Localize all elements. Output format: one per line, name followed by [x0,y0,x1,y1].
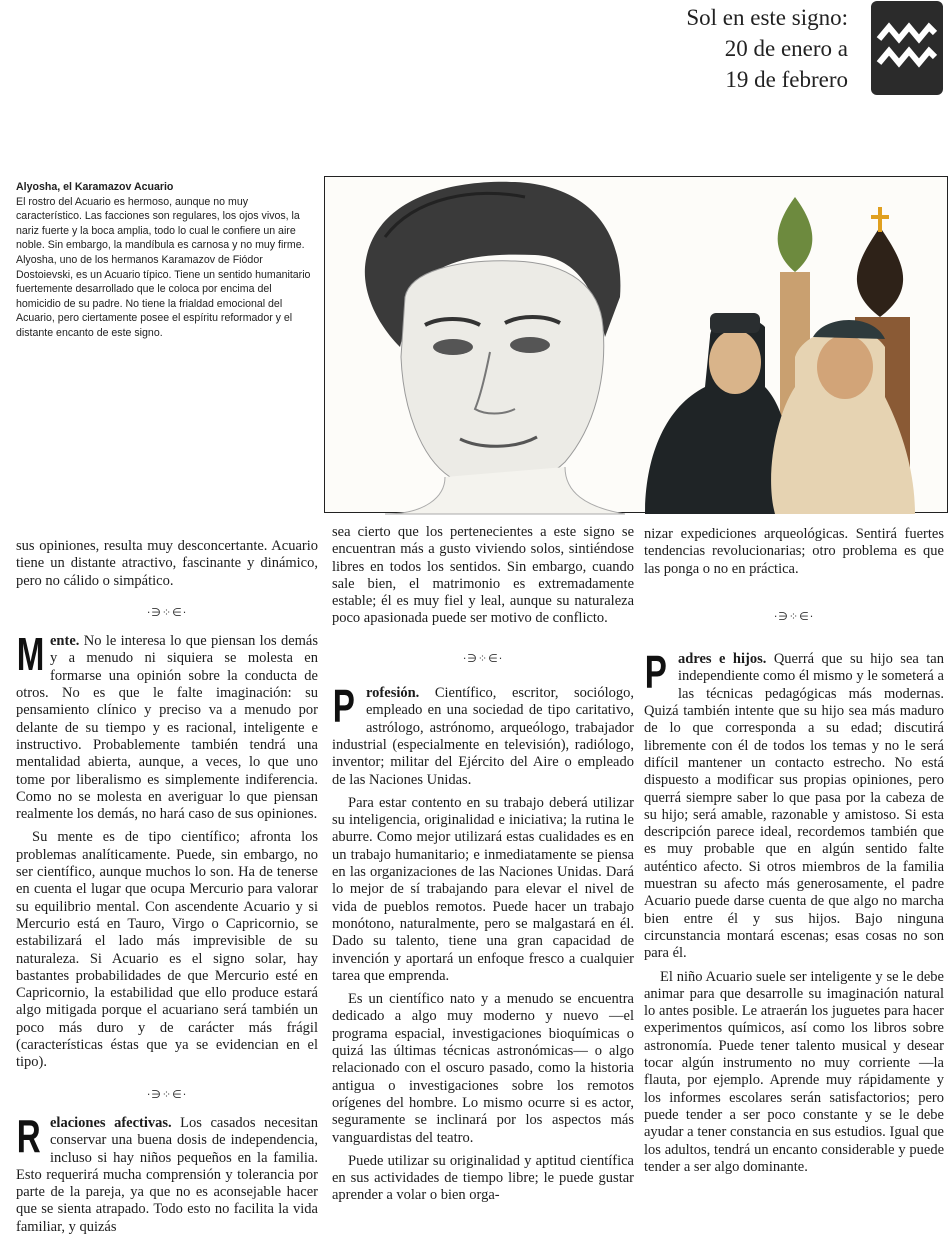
sun-sign-dates [548,2,848,95]
paragraph: nizar expediciones arqueológicas. Sentirá fuertes tendencias revolucionarias; otro problema es que las ponga o no en práctica. [644,526,944,577]
paragraph: sus opiniones, resulta muy desconcertante. Acuario tiene un distante atractivo, fascinante y dinámico, pero no cálido o simpático. [16,538,318,589]
drop-cap: P [644,646,667,699]
paragraph: No le interesa lo que piensan los demás y a menudo ni siquiera se molesta en formarse una opinión sobre la conducta de otros. No es que le falte imaginación: su pensamiento clínico y preciso va a menudo por delante de su tiempo y es racional, inteligente e instructivo. Probablemente también tendrá una mentalidad abierta, aunque, a veces, lo que uno tome por liberalismo es simplemente indiferencia. Como no se molesta en averiguar lo que piensan realmente los demás, no hará caso de sus opiniones. [16,633,318,823]
section-heading-relaciones: elaciones afectivas. [50,1114,172,1131]
text-column-3 [644,526,944,1176]
paragraph: Su mente es de tipo científico; afronta los problemas analíticamente. Puede, sin embargo, no ser científico, aunque muchos lo son. Ha de tenerse en cuenta el lugar que ocupa Mercurio para valorar su equilibrio mental. Con ascendente Acuario y si Mercurio está en Tauro, Virgo o Capricornio, se estabilizará el lado más imprevisible de su naturaleza. Si Acuario es el signo solar, hay bastantes probabilidades de que Mercurio esté en Capricornio, la estabilidad que ello produce estará algo mitigada porque el acuariano será también un poco más duro y de carácter más frágil (características éstas que ya se evidencian en el tipo). [16,829,318,1071]
section-ornament: ·∋⁘∈· [146,605,188,619]
section-profesion [332,680,634,789]
header-line-1: Sol en este signo: [686,5,848,30]
alyosha-illustration [324,176,948,513]
caption-title: Alyosha, el Karamazov Acuario [16,181,174,193]
aquarius-sign-box [871,1,943,95]
text-column-2 [332,524,634,1205]
caption-text: El rostro del Acuario es hermoso, aunque no muy característico. Las facciones son regulares, los ojos vivos, la nariz fuerte y la boca amplia, todo lo cual le confiere un aire noble. Sin embargo, la mandíbula es carnosa y no muy firme. Alyosha, uno de los hermanos Karamazov de Fiódor Dostoievski, es un Acuario típico. Tiene un sentido humanitario fuertemente desarrollado que le coloca por encima del homicidio de su padre. No tiene la frialdad emocional del Acuario, pero ciertamente posee el espíritu reformador y el distante encanto de este signo. [16,195,311,339]
header-line-3: 19 de febrero [725,67,848,92]
text-column-1 [16,538,318,1236]
section-heading-profesion: rofesión. [366,685,420,702]
paragraph: El niño Acuario suele ser inteligente y se le debe animar para que desarrolle su imaginación natural lo antes posible. Le atraerán los juguetes para hacer experimentos químicos, así como los libros sobre astronomía. Puede tener talento musical y desear tocar algún instrumento no muy corriente —la flauta, por ejemplo. Aprende muy rápidamente y los informes escolares serán satisfactorios; pero puede tender a ser poco constante y se le debe ayudar a tener constancia en sus estudios. Igual que los adultos, tendrá un encanto considerable y puede tender a ser algo dominante. [644,968,944,1175]
section-ornament: ·∋⁘∈· [146,1087,188,1101]
section-relaciones [16,1109,318,1236]
illustration-drawing [325,177,949,514]
paragraph: Es un científico nato y a menudo se encuentra dedicado a algo muy moderno y nuevo —el programa espacial, investigaciones bioquímicas o quizá las últimas técnicas astronómicas— o algo relacionado con el oscuro pasado, como la historia antigua o investigaciones sobre los remotos orígenes del hombre. Lo mismo ocurre si es actor, seguramente se inclinará por los aspectos más vanguardistas del teatro. [332,991,634,1146]
drop-cap: R [16,1109,41,1162]
paragraph: sea cierto que los pertenecientes a este signo se encuentran más a gusto viviendo solos, sintiéndose libres en todos los sentidos. Sin embargo, cuando sale bien, el matrimonio es extremadamente estable; él es muy fiel y leal, aunque su naturaleza poco apasionada puede ser motivo de conflicto. [332,524,634,627]
drop-cap: M [16,628,45,681]
section-heading-mente: ente. [50,633,80,650]
section-ornament: ·∋⁘∈· [462,651,504,665]
header-line-2: 20 de enero a [724,36,848,61]
section-heading-padres: adres e hijos. [678,651,767,668]
paragraph: Puede utilizar su originalidad y aptitud científica en sus actividades de tiempo libre; le puede gustar aprender a volar o bien orga- [332,1152,634,1204]
paragraph: Para estar contento en su trabajo deberá utilizar su inteligencia, originalidad e iniciativa; la rutina le aburre. Como mejor utilizará estas cualidades es en un trabajo humanitario; e inmediatamente se piensa en las organizaciones de las Naciones Unidas. Dará lo mejor de sí trabajando para elevar el nivel de vida de pueblos remotos. Puede hacer un trabajo monótono, naturalmente, pero se malgastará en él. Dado su talento, tiene una gran capacidad de invención y aportará un enfoque fresco a cualquier tarea que emprenda. [332,794,634,984]
section-padres [644,646,944,962]
section-mente [16,628,318,823]
illustration-caption [16,180,312,341]
section-ornament: ·∋⁘∈· [773,609,815,623]
paragraph: Los casados necesitan conservar una buena dosis de independencia, incluso si hay niños pequeños en la familia. Esto requerirá mucha comprensión y tolerancia por parte de la pareja, ya que no es aconsejable hacer que se sienta atrapado. Todo esto no facilita la vida familiar, y quizás [16,1114,318,1235]
drop-cap: P [332,680,355,733]
paragraph: Científico, escritor, sociólogo, empleado en una sociedad de tipo caritativo, astrólogo, astrónomo, arqueólogo, trabajador industrial (especialmente en televisión), radiólogo, inventor; militar del Ejército del Aire o empleado de las Naciones Unidas. [332,685,634,788]
aquarius-icon [877,19,937,75]
paragraph: Querrá que su hijo sea tan independiente como él mismo y le someterá a las técnicas pedagógicas más modernas. Quizá también intente que su hijo sea más maduro de lo que corresponda a su edad; discutirá libremente con él de todos los temas y no le será difícil mantener un contacto estrecho. No está dispuesto a modificar sus propias opiniones, pero querrá siempre saber lo que pasa por la cabeza de su hijo; será amable, razonable y amistoso. Si esta descripción parece ideal, recordemos también que es muy probable que en algún sentido falte auténtico afecto. Si otros miembros de la familia muestran su afecto más generosamente, el padre Acuario puede darse cuenta de que algo no marcha bien entre él y sus hijos. Bajo ninguna circunstancia montará escenas; esas cosas no son para él. [644,651,944,962]
